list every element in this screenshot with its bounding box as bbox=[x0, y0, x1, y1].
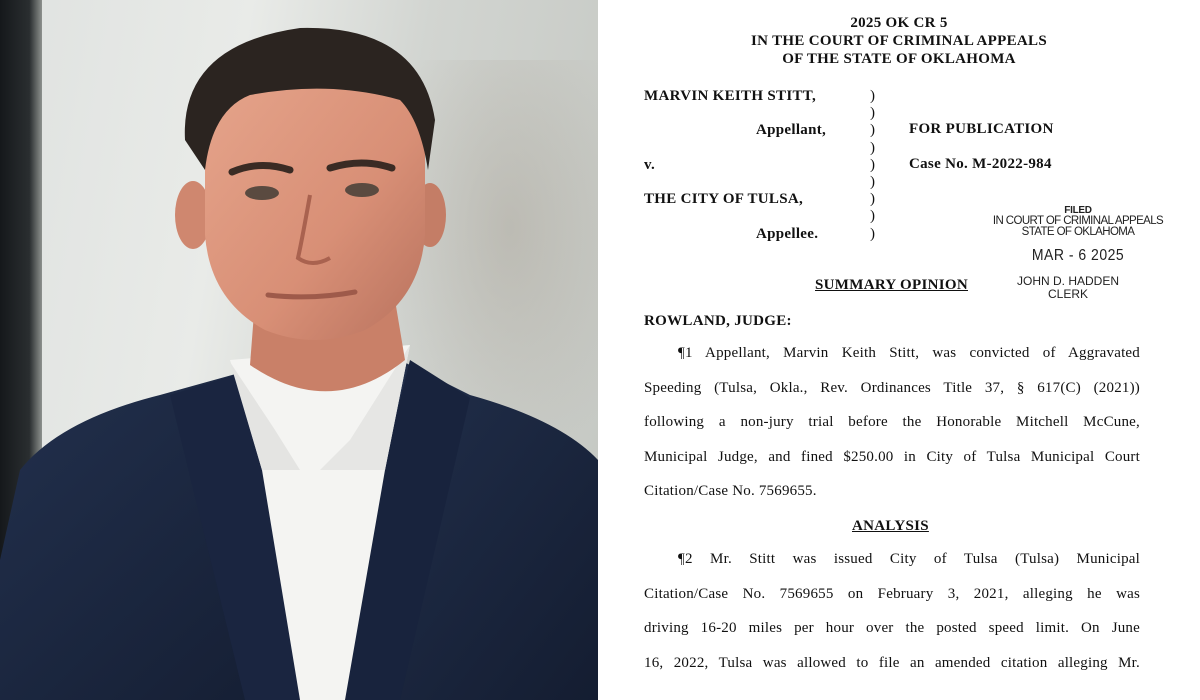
versus-label: v. bbox=[644, 157, 656, 173]
portrait-photo bbox=[0, 0, 598, 700]
filed-stamp-court: IN COURT OF CRIMINAL APPEALS bbox=[992, 215, 1164, 227]
man-portrait-illustration bbox=[0, 0, 598, 700]
paragraph-1-line: Municipal Judge, and fined $250.00 in City of Tulsa Municipal Court bbox=[644, 448, 1140, 465]
appellee-name: THE CITY OF TULSA, bbox=[644, 191, 804, 207]
summary-opinion-heading: SUMMARY OPINION bbox=[815, 277, 968, 293]
paragraph-1-line: following a non-jury trial before the Honorable Mitchell McCune, bbox=[644, 414, 1140, 430]
paragraph-2-line: 16, 2022, Tulsa was allowed to file an amended citation alleging Mr. bbox=[644, 654, 1140, 671]
appellant-role: Appellant, bbox=[756, 122, 827, 138]
filed-stamp-date: MAR - 6 2025 bbox=[1031, 244, 1125, 264]
appellant-name: MARVIN KEITH STITT, bbox=[644, 88, 817, 104]
filed-stamp-state: STATE OF OKLAHOMA bbox=[1021, 226, 1135, 238]
court-name-line1: IN THE COURT OF CRIMINAL APPEALS bbox=[751, 33, 1047, 49]
appellee-role: Appellee. bbox=[756, 226, 819, 242]
paragraph-1 bbox=[644, 336, 1140, 509]
analysis-heading: ANALYSIS bbox=[852, 518, 929, 534]
paragraph-2-line: ¶2 Mr. Stitt was issued City of Tulsa (Tulsa) Municipal bbox=[678, 551, 1140, 567]
paragraph-1-line: ¶1 Appellant, Marvin Keith Stitt, was convicted of Aggravated bbox=[678, 345, 1140, 361]
judge-line: ROWLAND, JUDGE: bbox=[644, 313, 792, 329]
case-citation: 2025 OK CR 5 bbox=[850, 15, 948, 31]
paragraph-1-line: Citation/Case No. 7569655. bbox=[644, 483, 817, 499]
filed-stamp-clerk-title: CLERK bbox=[1047, 287, 1088, 301]
filed-stamp-clerk-name: JOHN D. HADDEN bbox=[1016, 274, 1119, 288]
court-opinion-document bbox=[598, 0, 1200, 700]
paragraph-2 bbox=[644, 542, 1140, 680]
case-number: Case No. M-2022-984 bbox=[909, 156, 1052, 172]
filed-stamp-title: FILED bbox=[1064, 205, 1092, 216]
caption-bracket: ) ) ) ) ) ) ) ) ) bbox=[870, 88, 875, 242]
court-name-line2: OF THE STATE OF OKLAHOMA bbox=[782, 51, 1016, 67]
publication-label: FOR PUBLICATION bbox=[909, 121, 1054, 137]
paragraph-1-line: Speeding (Tulsa, Okla., Rev. Ordinances Title 37, § 617(C) (2021)) bbox=[644, 379, 1140, 396]
paragraph-2-line: driving 16-20 miles per hour over the posted speed limit. On June bbox=[644, 620, 1140, 636]
paragraph-2-line: Citation/Case No. 7569655 on February 3, 2021, alleging he was bbox=[644, 585, 1140, 602]
